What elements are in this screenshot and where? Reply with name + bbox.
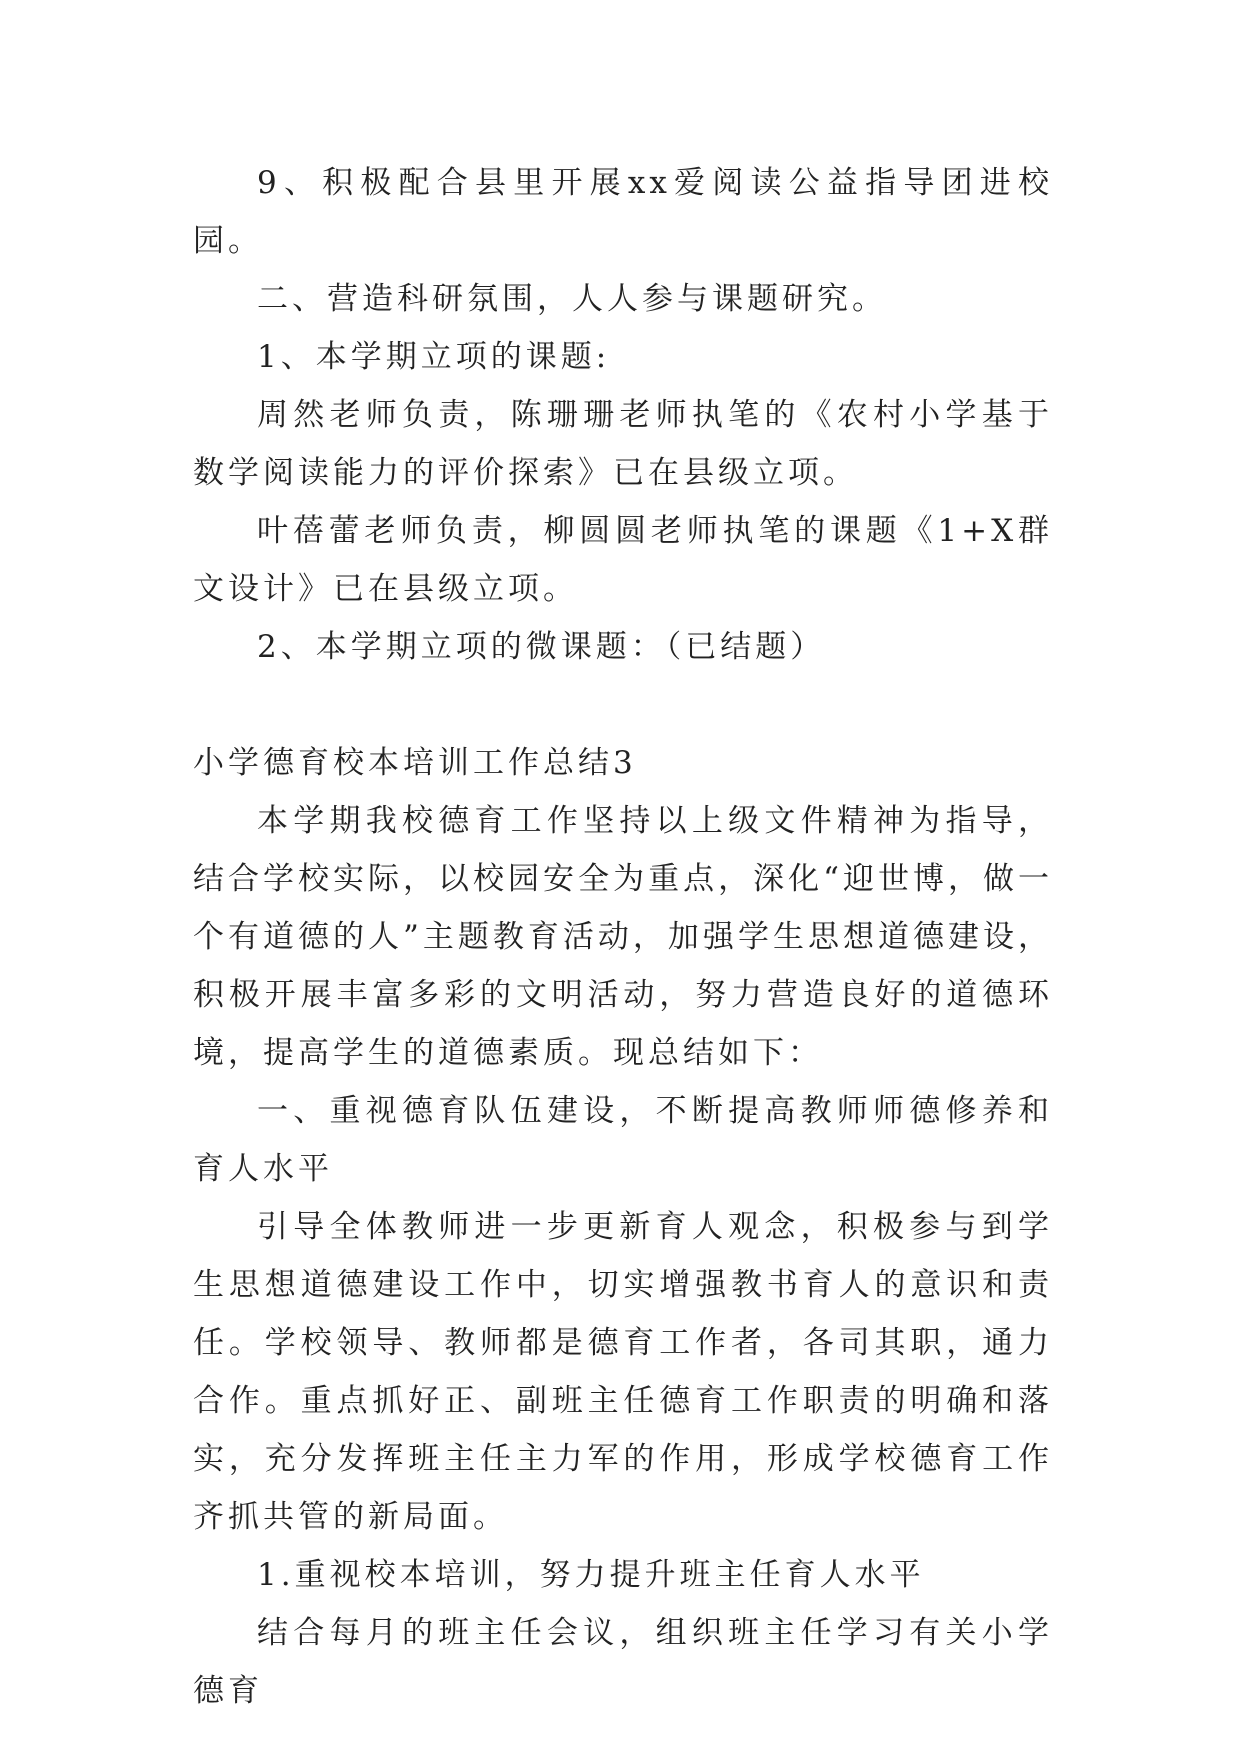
paragraph: 周然老师负责，陈珊珊老师执笔的《农村小学基于数学阅读能力的评价探索》已在县级立项。 bbox=[193, 397, 1053, 491]
section-heading: 二、营造科研氛围，人人参与课题研究。 bbox=[257, 281, 887, 317]
subsection-heading: 2、本学期立项的微课题：（已结题） bbox=[257, 629, 826, 665]
subsection-heading: 1、本学期立项的课题: bbox=[257, 339, 611, 375]
subsection-heading: 1.重视校本培训，努力提升班主任育人水平 bbox=[257, 1557, 925, 1593]
paragraph: 9、积极配合县里开展xx爱阅读公益指导团进校园。 bbox=[193, 165, 1053, 259]
paragraph-gap bbox=[193, 676, 1053, 734]
paragraph: 结合每月的班主任会议，组织班主任学习有关小学德育 bbox=[193, 1615, 1053, 1709]
paragraph: 叶蓓蕾老师负责，柳圆圆老师执笔的课题《1+X群文设计》已在县级立项。 bbox=[193, 513, 1053, 607]
paragraph: 本学期我校德育工作坚持以上级文件精神为指导，结合学校实际，以校园安全为重点，深化“迎世博，做一个有道德的人”主题教育活动，加强学生思想道德建设，积极开展丰富多彩的文明活动，努力营造良好的道德环境，提高学生的道德素质。现总结如下： bbox=[193, 803, 1053, 1071]
document-section-title: 小学德育校本培训工作总结3 bbox=[193, 745, 637, 781]
paragraph: 引导全体教师进一步更新育人观念，积极参与到学生思想道德建设工作中，切实增强教书育人的意识和责任。学校领导、教师都是德育工作者，各司其职，通力合作。重点抓好正、副班主任德育工作职责的明确和落实，充分发挥班主任主力军的作用，形成学校德育工作齐抓共管的新局面。 bbox=[193, 1209, 1053, 1535]
document-body bbox=[193, 154, 1053, 1720]
section-heading: 一、重视德育队伍建设，不断提高教师师德修养和育人水平 bbox=[193, 1093, 1053, 1187]
